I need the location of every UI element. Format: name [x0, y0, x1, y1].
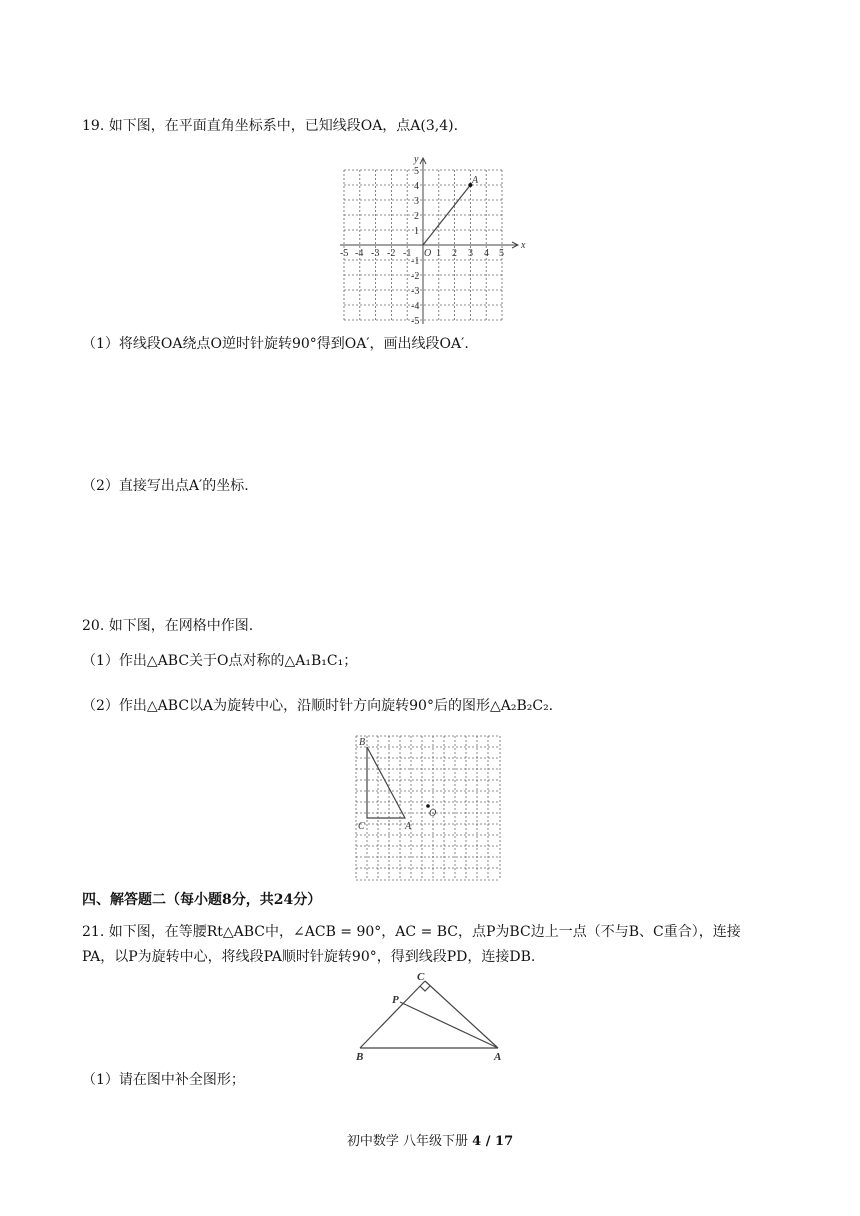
x-tick: -1	[403, 248, 412, 259]
q19-coordinate-figure	[338, 152, 528, 331]
footer-text: 初中数学 八年级下册	[346, 1134, 469, 1149]
q20-grid-figure	[354, 734, 504, 886]
q21-part1: （1）请在图中补全图形；	[82, 1072, 245, 1088]
page-footer	[0, 1130, 860, 1149]
triangle-diagram	[350, 968, 510, 1063]
section4-title: 四、解答题二（每小题8分，共24分）	[82, 892, 322, 908]
y-tick: -4	[411, 301, 420, 312]
axes	[340, 158, 518, 324]
q21-stem-line1: 21. 如下图，在等腰Rt△ABC中，∠ACB = 90°，AC = BC，点P为BC边上一点（不与B、C重合），连接	[82, 924, 741, 940]
y-tick: -1	[411, 256, 420, 267]
coordinate-plane	[338, 152, 528, 327]
y-axis-label: y	[414, 154, 419, 165]
point-a-label: A	[472, 175, 479, 186]
y-tick: 2	[414, 211, 419, 222]
x-tick: 3	[468, 248, 473, 259]
y-tick: 5	[414, 166, 419, 177]
y-tick: -2	[411, 271, 420, 282]
y-tick: 4	[414, 181, 419, 192]
q20-part2: （2）作出△ABC以A为旋转中心，沿顺时针方向旋转90°后的图形△A₂B₂C₂.	[82, 698, 554, 714]
y-tick: 1	[414, 226, 419, 237]
q19-stem: 19. 如下图，在平面直角坐标系中，已知线段OA，点A(3,4).	[82, 118, 459, 134]
q20-stem: 20. 如下图，在网格中作图.	[82, 618, 254, 634]
page-number: 4 / 17	[472, 1134, 514, 1149]
side-ca	[425, 981, 498, 1048]
label-o: O	[429, 808, 437, 819]
label-a: A	[405, 821, 412, 832]
segment-pa	[400, 1002, 498, 1048]
q20-part1: （1）作出△ABC关于O点对称的△A₁B₁C₁；	[82, 653, 358, 669]
x-tick: -4	[355, 248, 364, 259]
segment-oa	[423, 185, 470, 245]
label-b: B	[359, 737, 366, 748]
x-tick: -3	[371, 248, 380, 259]
q19-part1: （1）将线段OA绕点O逆时针旋转90°得到OA′，画出线段OA′.	[82, 336, 469, 352]
origin-label: O	[424, 248, 432, 259]
label-b: B	[356, 1051, 364, 1063]
right-angle-mark	[420, 986, 430, 991]
x-tick: 1	[436, 248, 441, 259]
label-c: C	[417, 971, 425, 983]
side-bc	[360, 981, 425, 1048]
y-tick: 3	[414, 196, 419, 207]
q19-part2: （2）直接写出点A′的坐标.	[82, 478, 249, 494]
grid-lines	[356, 736, 500, 880]
y-tick: -3	[411, 286, 420, 297]
q21-triangle-figure	[350, 968, 510, 1067]
x-tick: -5	[340, 248, 349, 259]
x-tick: -2	[387, 248, 396, 259]
grid	[354, 734, 504, 882]
x-axis-label: x	[521, 240, 526, 251]
x-tick: 2	[452, 248, 457, 259]
q21-stem-line2: PA，以P为旋转中心，将线段PA顺时针旋转90°，得到线段PD，连接DB.	[82, 949, 536, 965]
label-a: A	[494, 1051, 502, 1063]
label-c: C	[358, 821, 365, 832]
x-tick: 4	[484, 248, 489, 259]
label-p: P	[392, 994, 399, 1006]
y-tick: -5	[411, 316, 420, 327]
x-tick: 5	[499, 248, 504, 259]
